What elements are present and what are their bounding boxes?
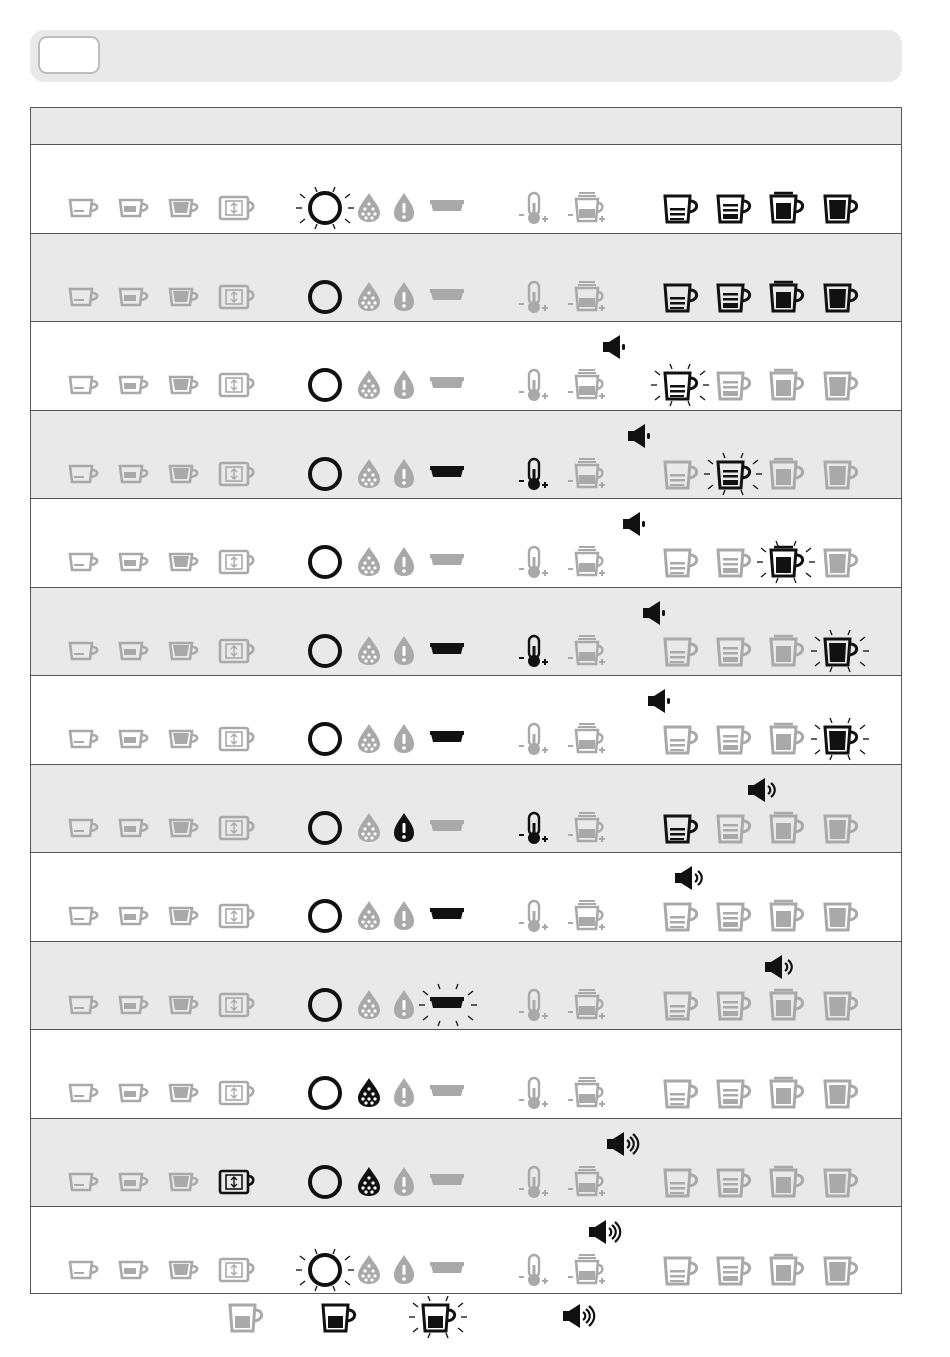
lungo-cup-icon (217, 811, 257, 845)
indicator-table (30, 107, 902, 1294)
cup-level-2-icon (713, 722, 753, 756)
power-ring-icon (305, 811, 345, 845)
lungo-cup-icon (217, 457, 257, 491)
large-cup-icon (165, 1253, 205, 1287)
volume-icon (567, 1076, 607, 1110)
cup-level-4-icon (820, 899, 860, 933)
double-cup-icon (115, 280, 155, 314)
drip-tray-icon (428, 811, 468, 845)
volume-icon (567, 191, 607, 225)
temperature-icon (518, 368, 558, 402)
legend-cup-icon (225, 1300, 265, 1334)
cup-level-2-icon (713, 280, 753, 314)
table-header-row (31, 108, 901, 145)
double-cup-icon (115, 368, 155, 402)
temperature-icon (518, 280, 558, 314)
title-bar (30, 30, 902, 82)
lungo-cup-icon (217, 191, 257, 225)
drip-tray-icon (428, 1165, 468, 1199)
legend-cup-icon (418, 1300, 458, 1334)
power-ring-icon (305, 368, 345, 402)
lungo-cup-icon (217, 1165, 257, 1199)
water-alert-drop-icon (392, 457, 432, 491)
descaling-drop-icon (355, 280, 395, 314)
water-alert-drop-icon (392, 280, 432, 314)
temperature-icon (518, 191, 558, 225)
double-cup-icon (115, 899, 155, 933)
cup-level-2-icon (713, 634, 753, 668)
large-cup-icon (165, 811, 205, 845)
drip-tray-icon (428, 899, 468, 933)
water-alert-drop-icon (392, 191, 432, 225)
descaling-drop-icon (355, 545, 395, 579)
cup-level-1-icon (660, 457, 700, 491)
power-ring-icon (305, 280, 345, 314)
volume-icon (567, 811, 607, 845)
water-alert-drop-icon (392, 368, 432, 402)
large-cup-icon (165, 1076, 205, 1110)
double-cup-icon (115, 634, 155, 668)
double-cup-icon (115, 722, 155, 756)
table-row (31, 411, 901, 499)
cup-level-4-icon (820, 1165, 860, 1199)
drip-tray-icon (428, 457, 468, 491)
power-ring-icon (305, 545, 345, 579)
cup-level-2-icon (713, 1165, 753, 1199)
cup-level-4-icon (820, 722, 860, 756)
lungo-cup-icon (217, 1253, 257, 1287)
espresso-cup-icon (65, 1076, 105, 1110)
cup-level-3-icon (766, 457, 806, 491)
legend-cup-icon (318, 1300, 358, 1334)
descaling-drop-icon (355, 191, 395, 225)
cup-level-4-icon (820, 545, 860, 579)
cup-level-1-icon (660, 1253, 700, 1287)
temperature-icon (518, 988, 558, 1022)
table-row (31, 1030, 901, 1119)
cup-level-1-icon (660, 280, 700, 314)
cup-level-3-icon (766, 280, 806, 314)
descaling-drop-icon (355, 1253, 395, 1287)
cup-level-1-icon (660, 811, 700, 845)
lungo-cup-icon (217, 634, 257, 668)
speaker-icon (645, 685, 685, 719)
temperature-icon (518, 634, 558, 668)
speaker-icon (604, 1128, 644, 1162)
large-cup-icon (165, 1165, 205, 1199)
volume-icon (567, 1165, 607, 1199)
cup-level-2-icon (713, 1076, 753, 1110)
speaker-icon (625, 420, 665, 454)
cup-level-2-icon (713, 368, 753, 402)
cup-level-2-icon (713, 545, 753, 579)
cup-level-1-icon (660, 722, 700, 756)
drip-tray-icon (428, 280, 468, 314)
water-alert-drop-icon (392, 545, 432, 579)
power-ring-icon (305, 988, 345, 1022)
speaker-icon (620, 508, 660, 542)
descaling-drop-icon (355, 899, 395, 933)
double-cup-icon (115, 1165, 155, 1199)
descaling-drop-icon (355, 1076, 395, 1110)
drip-tray-icon (428, 191, 468, 225)
table-row (31, 1207, 901, 1295)
drip-tray-icon (428, 545, 468, 579)
cup-level-4-icon (820, 811, 860, 845)
cup-level-1-icon (660, 988, 700, 1022)
lungo-cup-icon (217, 280, 257, 314)
descaling-drop-icon (355, 368, 395, 402)
lungo-cup-icon (217, 545, 257, 579)
power-ring-icon (305, 1076, 345, 1110)
large-cup-icon (165, 280, 205, 314)
lungo-cup-icon (217, 722, 257, 756)
volume-icon (567, 1253, 607, 1287)
large-cup-icon (165, 634, 205, 668)
cup-level-4-icon (820, 368, 860, 402)
power-ring-icon (305, 1165, 345, 1199)
table-row (31, 676, 901, 765)
cup-level-1-icon (660, 634, 700, 668)
water-alert-drop-icon (392, 1253, 432, 1287)
volume-icon (567, 988, 607, 1022)
power-ring-icon (305, 457, 345, 491)
cup-level-3-icon (766, 1253, 806, 1287)
espresso-cup-icon (65, 368, 105, 402)
power-ring-icon (305, 1253, 345, 1287)
cup-level-2-icon (713, 811, 753, 845)
lungo-cup-icon (217, 899, 257, 933)
cup-level-3-icon (766, 988, 806, 1022)
espresso-cup-icon (65, 1165, 105, 1199)
water-alert-drop-icon (392, 899, 432, 933)
espresso-cup-icon (65, 191, 105, 225)
espresso-cup-icon (65, 899, 105, 933)
drip-tray-icon (428, 988, 468, 1022)
volume-icon (567, 545, 607, 579)
temperature-icon (518, 1165, 558, 1199)
temperature-icon (518, 1076, 558, 1110)
temperature-icon (518, 811, 558, 845)
power-ring-icon (305, 191, 345, 225)
section-number-box (38, 36, 100, 74)
speaker-icon (600, 331, 640, 365)
water-alert-drop-icon (392, 811, 432, 845)
large-cup-icon (165, 988, 205, 1022)
large-cup-icon (165, 368, 205, 402)
espresso-cup-icon (65, 634, 105, 668)
table-row (31, 588, 901, 676)
cup-level-4-icon (820, 634, 860, 668)
volume-icon (567, 722, 607, 756)
table-row (31, 853, 901, 942)
double-cup-icon (115, 1253, 155, 1287)
double-cup-icon (115, 1076, 155, 1110)
espresso-cup-icon (65, 545, 105, 579)
descaling-drop-icon (355, 1165, 395, 1199)
large-cup-icon (165, 722, 205, 756)
cup-level-4-icon (820, 1076, 860, 1110)
cup-level-2-icon (713, 988, 753, 1022)
cup-level-3-icon (766, 811, 806, 845)
water-alert-drop-icon (392, 1076, 432, 1110)
cup-level-3-icon (766, 1165, 806, 1199)
descaling-drop-icon (355, 457, 395, 491)
descaling-drop-icon (355, 988, 395, 1022)
descaling-drop-icon (355, 722, 395, 756)
lungo-cup-icon (217, 1076, 257, 1110)
cup-level-4-icon (820, 457, 860, 491)
espresso-cup-icon (65, 457, 105, 491)
table-row (31, 322, 901, 411)
large-cup-icon (165, 545, 205, 579)
espresso-cup-icon (65, 280, 105, 314)
double-cup-icon (115, 545, 155, 579)
drip-tray-icon (428, 722, 468, 756)
speaker-icon (640, 597, 680, 631)
table-row (31, 499, 901, 588)
cup-level-2-icon (713, 457, 753, 491)
temperature-icon (518, 1253, 558, 1287)
espresso-cup-icon (65, 722, 105, 756)
descaling-drop-icon (355, 634, 395, 668)
cup-level-2-icon (713, 1253, 753, 1287)
speaker-icon (672, 862, 712, 896)
cup-level-1-icon (660, 191, 700, 225)
volume-icon (567, 280, 607, 314)
cup-level-3-icon (766, 722, 806, 756)
espresso-cup-icon (65, 988, 105, 1022)
large-cup-icon (165, 899, 205, 933)
power-ring-icon (305, 634, 345, 668)
legend-speaker-icon (560, 1300, 600, 1334)
double-cup-icon (115, 811, 155, 845)
drip-tray-icon (428, 634, 468, 668)
volume-icon (567, 634, 607, 668)
cup-level-4-icon (820, 1253, 860, 1287)
drip-tray-icon (428, 1076, 468, 1110)
double-cup-icon (115, 191, 155, 225)
drip-tray-icon (428, 1253, 468, 1287)
cup-level-3-icon (766, 1076, 806, 1110)
water-alert-drop-icon (392, 634, 432, 668)
speaker-icon (762, 951, 802, 985)
descaling-drop-icon (355, 811, 395, 845)
cup-level-1-icon (660, 1076, 700, 1110)
table-row (31, 942, 901, 1030)
table-row (31, 234, 901, 322)
temperature-icon (518, 722, 558, 756)
large-cup-icon (165, 191, 205, 225)
cup-level-3-icon (766, 634, 806, 668)
power-ring-icon (305, 899, 345, 933)
lungo-cup-icon (217, 368, 257, 402)
cup-level-3-icon (766, 899, 806, 933)
temperature-icon (518, 899, 558, 933)
speaker-icon (586, 1216, 626, 1250)
water-alert-drop-icon (392, 1165, 432, 1199)
double-cup-icon (115, 988, 155, 1022)
cup-level-2-icon (713, 899, 753, 933)
cup-level-1-icon (660, 368, 700, 402)
espresso-cup-icon (65, 811, 105, 845)
water-alert-drop-icon (392, 722, 432, 756)
volume-icon (567, 899, 607, 933)
drip-tray-icon (428, 368, 468, 402)
table-row (31, 765, 901, 853)
temperature-icon (518, 457, 558, 491)
power-ring-icon (305, 722, 345, 756)
volume-icon (567, 368, 607, 402)
cup-level-1-icon (660, 899, 700, 933)
table-row (31, 1119, 901, 1207)
cup-level-1-icon (660, 1165, 700, 1199)
large-cup-icon (165, 457, 205, 491)
table-row (31, 145, 901, 234)
espresso-cup-icon (65, 1253, 105, 1287)
cup-level-4-icon (820, 280, 860, 314)
lungo-cup-icon (217, 988, 257, 1022)
cup-level-1-icon (660, 545, 700, 579)
cup-level-2-icon (713, 191, 753, 225)
cup-level-3-icon (766, 191, 806, 225)
volume-icon (567, 457, 607, 491)
speaker-icon (745, 774, 785, 808)
cup-level-4-icon (820, 988, 860, 1022)
cup-level-3-icon (766, 545, 806, 579)
cup-level-3-icon (766, 368, 806, 402)
temperature-icon (518, 545, 558, 579)
cup-level-4-icon (820, 191, 860, 225)
double-cup-icon (115, 457, 155, 491)
